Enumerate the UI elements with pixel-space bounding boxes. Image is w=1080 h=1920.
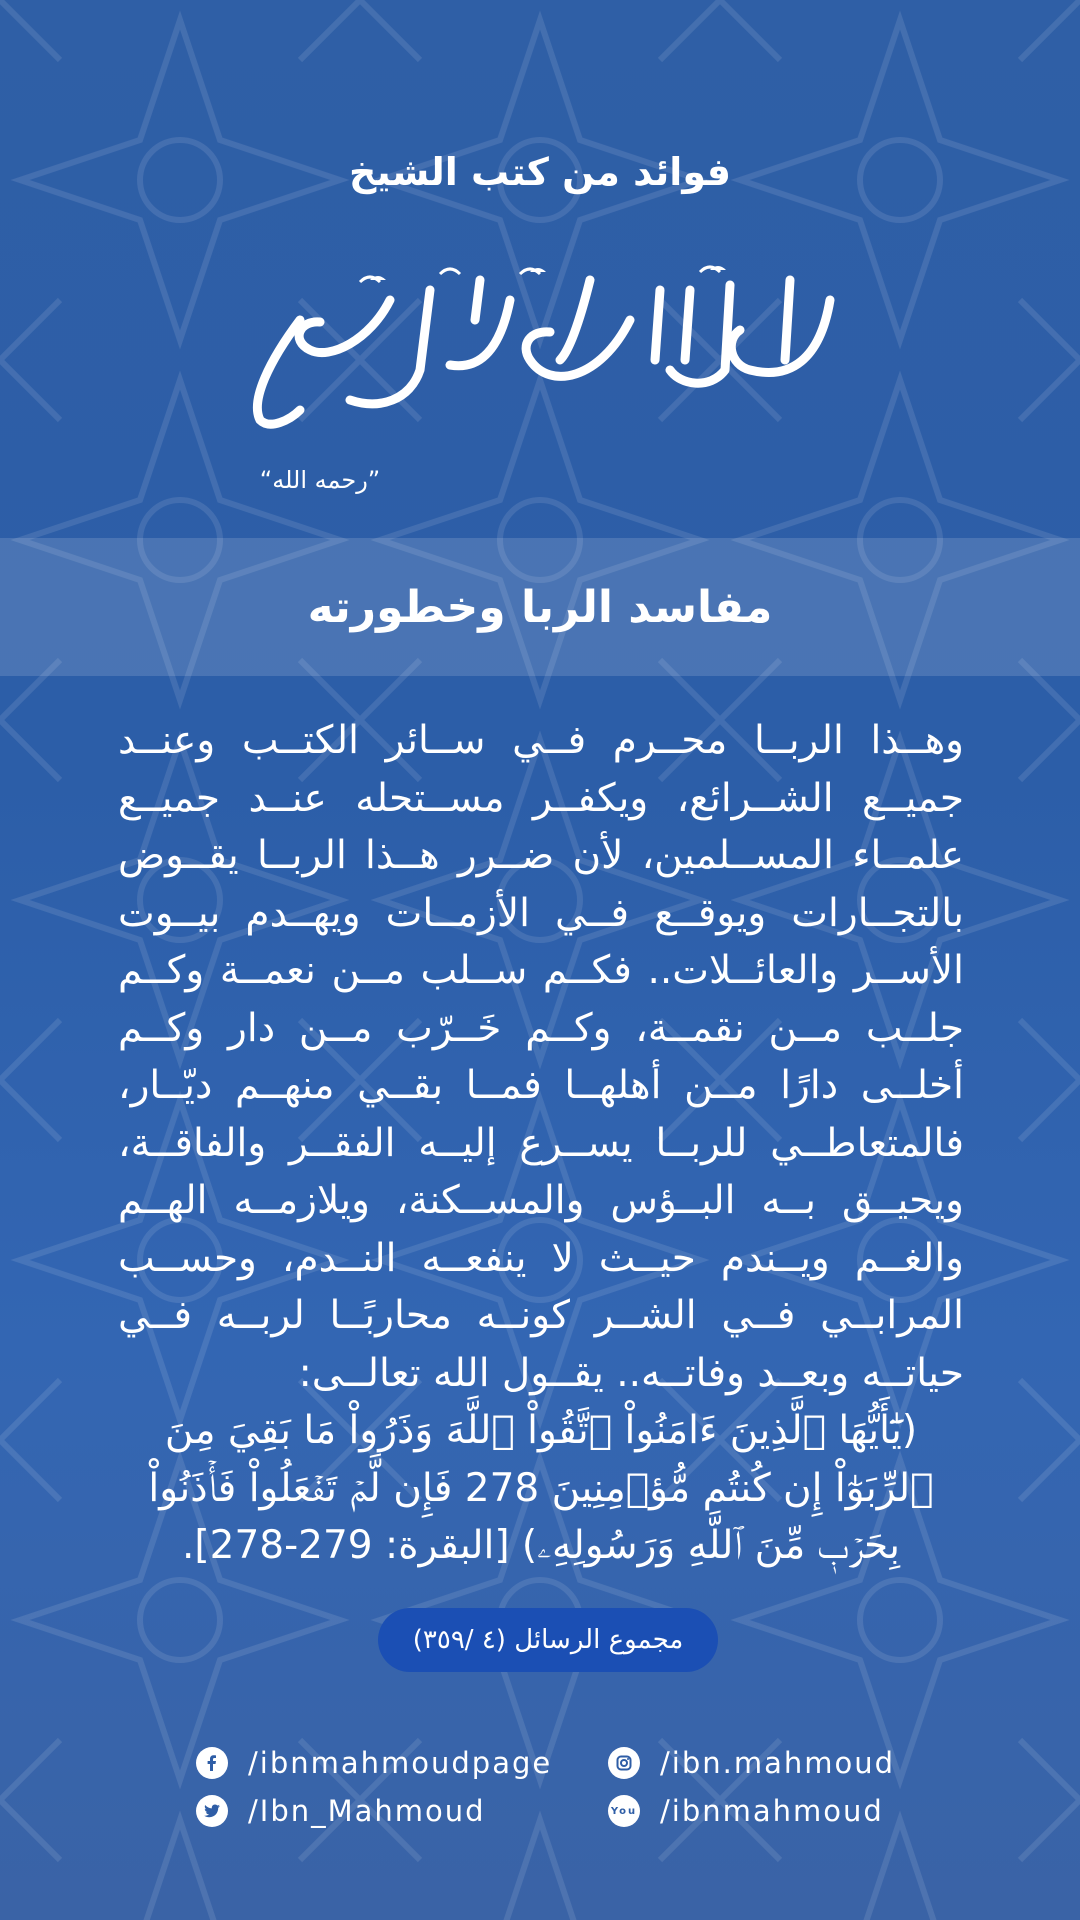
facebook-icon bbox=[196, 1747, 228, 1779]
facebook-handle: /ibnmahmoudpage bbox=[248, 1746, 553, 1780]
source-reference: مجموع الرسائل (٤ /٣٥٩) bbox=[378, 1608, 718, 1672]
twitter-handle: /Ibn_Mahmoud bbox=[248, 1794, 486, 1828]
body-text bbox=[118, 712, 964, 1575]
twitter-icon bbox=[196, 1795, 228, 1827]
youtube-handle: /ibnmahmoud bbox=[660, 1794, 884, 1828]
youtube-icon: You bbox=[608, 1795, 640, 1827]
social-youtube[interactable] bbox=[608, 1794, 884, 1828]
body-paragraph: وهــذا الربــا محــرم فــي ســائر الكتــب وعنــد جميــع الشــرائع، ويكفــر مســتحله عنــد جميــع علمــاء المســلمين، لأن ضــرر هــذا الربــا يقــوض بالتجــارات ويوقــع فــي الأزمــات ويهــدم بيــوت الأســر والعائــلات.. فكــم ســلب مــن نعمــة وكــم جلــب مــن نقمــة، وكــم خَــرّب مــن دار وكــم أخلــى دارًا مــن أهلهــا فمــا بقــي منهــم ديّــار، فالمتعاطــي للربــا يســرع إليــه الفقــر والفاقــة، ويحيــق بــه البــؤس والمســكنة، ويلازمــه الهــم والغــم ويــندم حيــث لا ينفعــه النــدم، وحســب المرابــي فــي الشــر كونــه محاربًــا لربــه فــي حياتــه وبعــد وفاتــه.. يقــول الله تعالــى: bbox=[118, 718, 964, 1396]
topic-title: مفاسد الربا وخطورته bbox=[307, 581, 773, 633]
social-instagram[interactable] bbox=[608, 1746, 895, 1780]
instagram-icon bbox=[608, 1747, 640, 1779]
calligraphy-logo bbox=[230, 260, 850, 440]
social-facebook[interactable] bbox=[196, 1746, 552, 1780]
topic-banner bbox=[0, 538, 1080, 676]
header-subtitle: فوائد من كتب الشيخ bbox=[348, 150, 732, 194]
instagram-handle: /ibn.mahmoud bbox=[660, 1746, 896, 1780]
social-twitter[interactable] bbox=[196, 1794, 486, 1828]
quran-verse: (يَٰٓأَيُّهَا ٱلَّذِينَ ءَامَنُواْ ٱتَّقُواْ ٱللَّهَ وَذَرُواْ مَا بَقِيَ مِنَ ٱلرِّبَوٰٓاْ إِن كُنتُم مُّؤۡمِنِينَ 278 فَإِن لَّمۡ تَفۡعَلُواْ فَأۡذَنُواْ بِحَرۡبٖ مِّنَ ٱللَّهِ وَرَسُولِهِۦ) [البقرة: 279-278]. bbox=[148, 1408, 934, 1568]
honorific-text: ”رحمه الله“ bbox=[259, 466, 381, 494]
